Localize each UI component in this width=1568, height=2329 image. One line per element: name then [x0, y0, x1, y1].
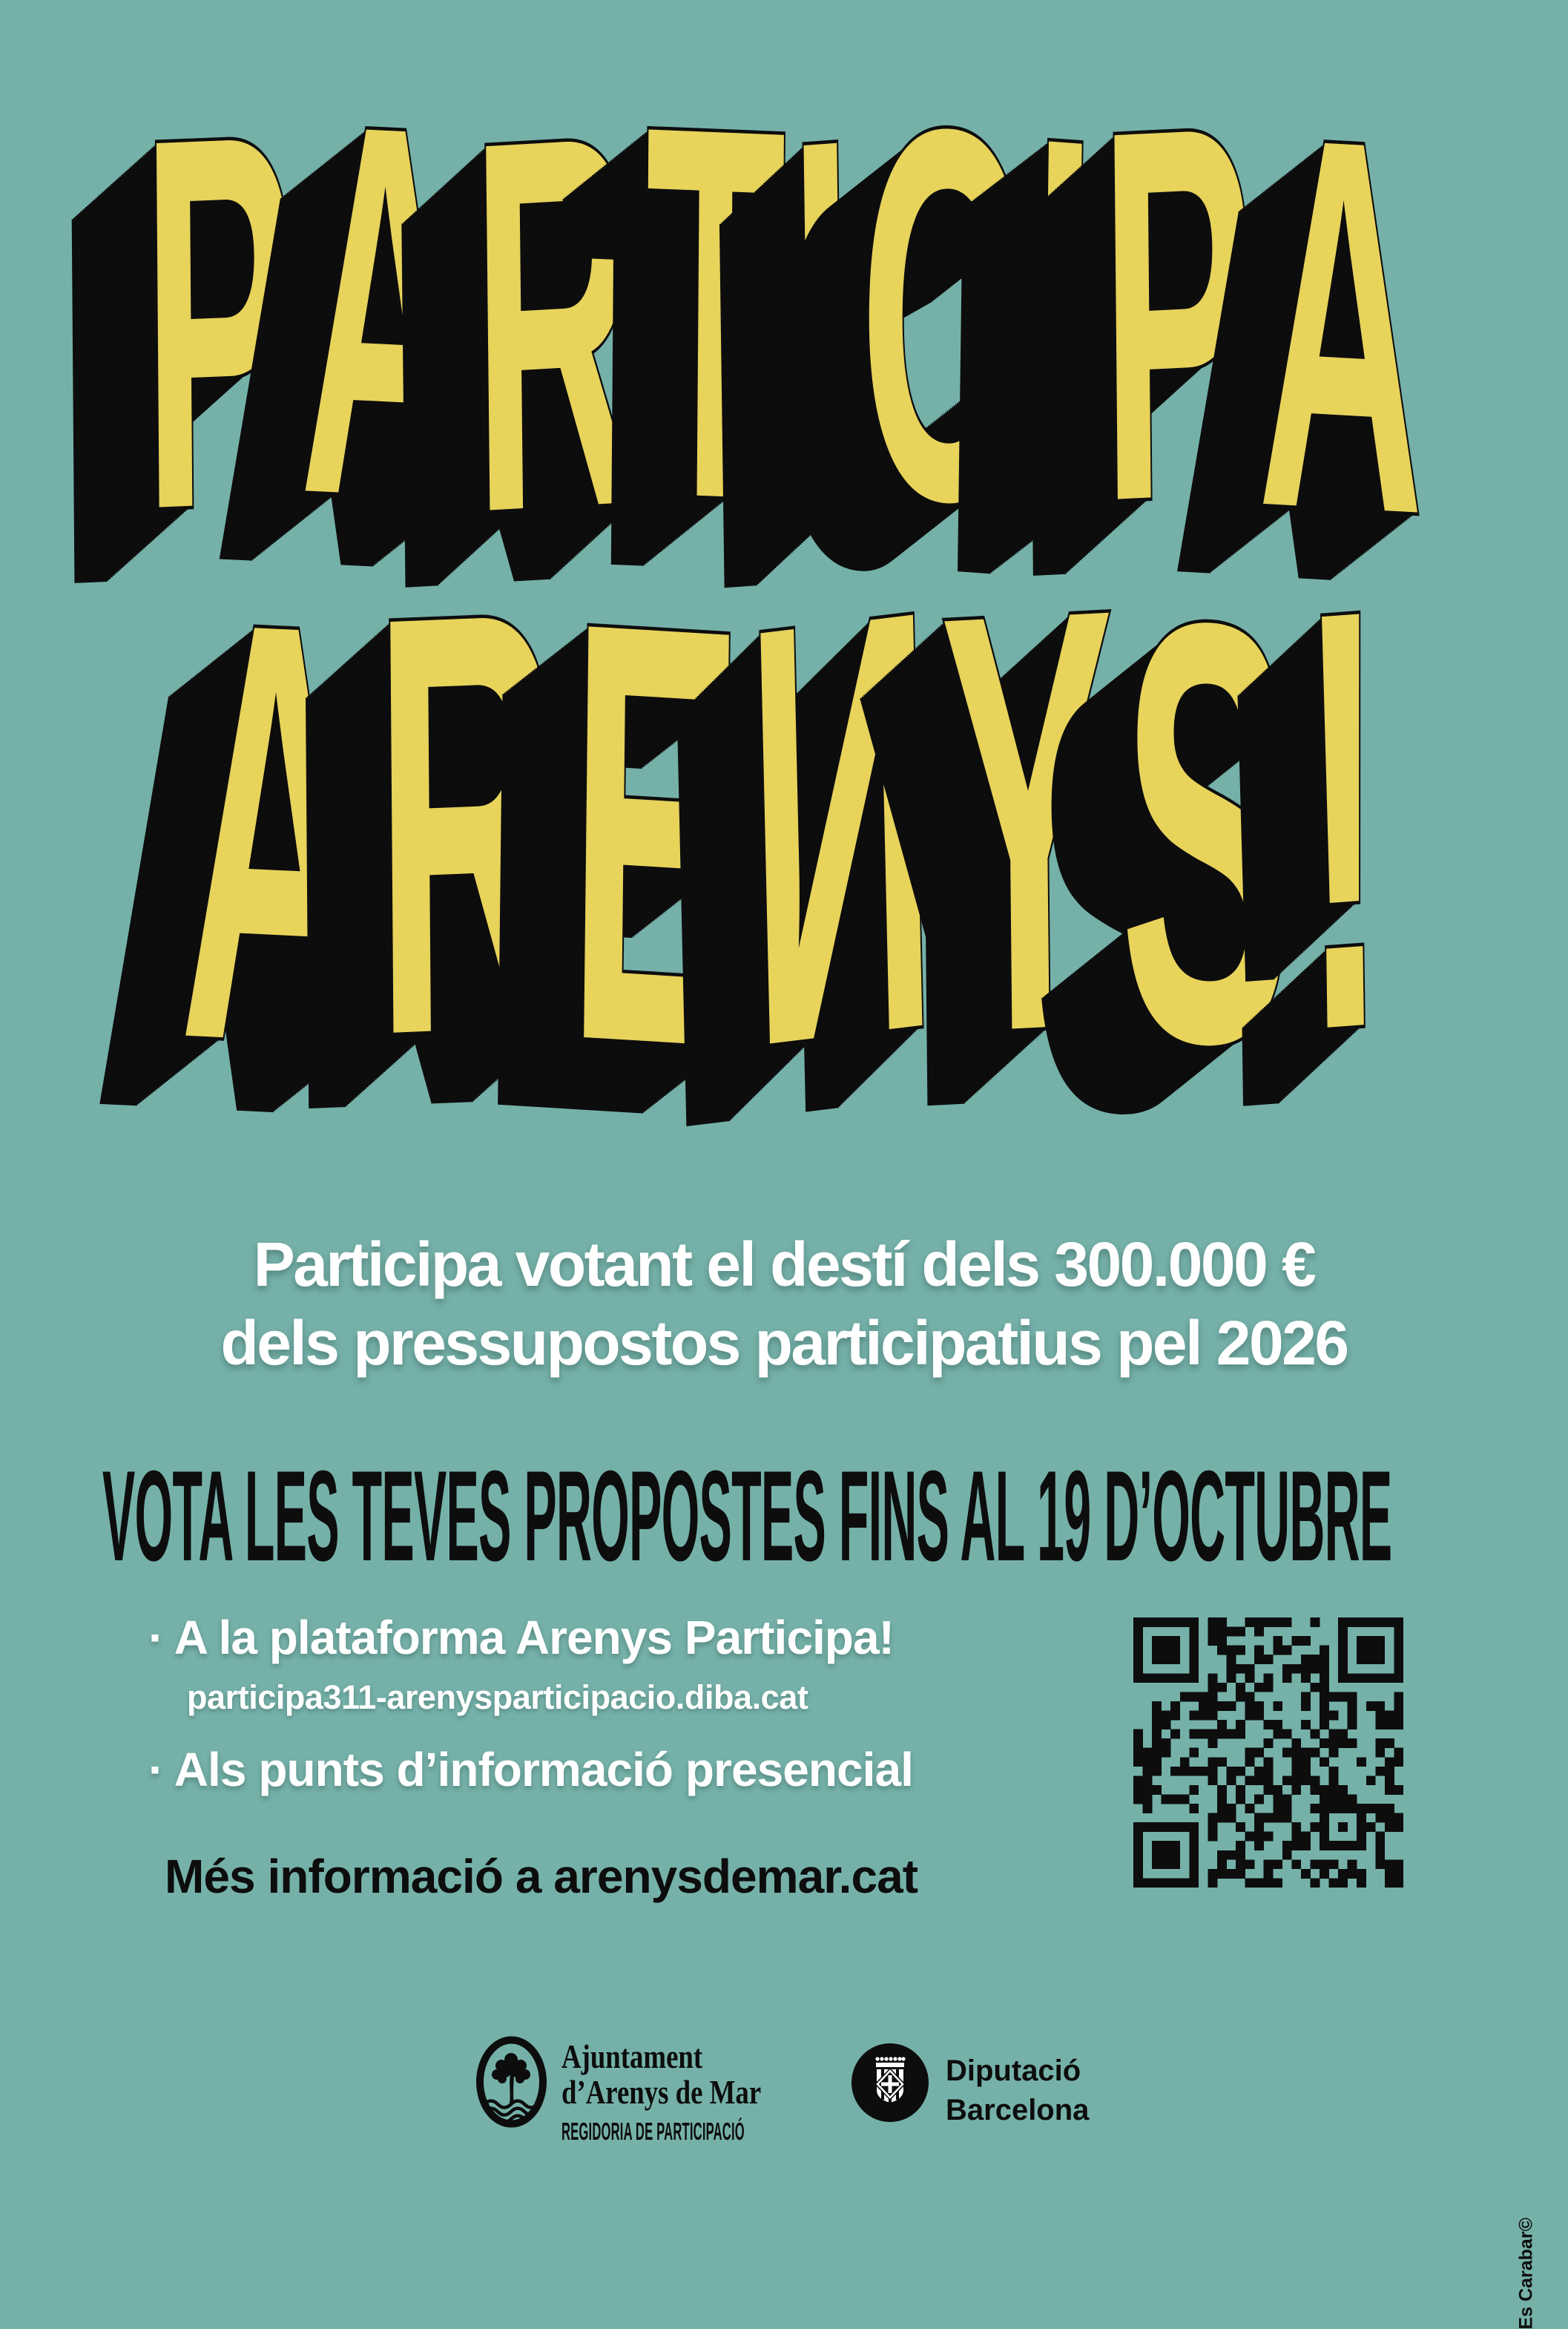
diputacio-logo-icon	[850, 2043, 930, 2123]
ajuntament-department: REGIDORIA DE PARTICIPACIÓ	[561, 2117, 745, 2145]
headline-letter: A	[1256, 24, 1429, 625]
bullet-platform: · A la plataforma Arenys Participa!	[148, 1611, 894, 1664]
headline-letter: P	[1098, 13, 1257, 613]
ajuntament-name-line1: Ajuntament	[561, 2037, 703, 2075]
ajuntament-seal-icon	[475, 2036, 547, 2128]
headline-letter: Y	[938, 484, 1119, 1160]
bullet-info-points: · Als punts d’informació presencial	[148, 1743, 913, 1796]
diputacio-name-line1: Diputació	[946, 2054, 1081, 2087]
ajuntament-logo-text	[561, 2039, 852, 2146]
headline-letter: A	[298, 10, 470, 611]
headline-letter: I	[1027, 24, 1099, 622]
intro-line-2: dels pressupostos participatius pel 2026	[220, 1307, 1348, 1378]
headline-letter: S	[1118, 496, 1297, 1172]
headline-letter: I	[786, 26, 859, 623]
headline-arenys	[0, 484, 1568, 1175]
qr-code	[1133, 1617, 1403, 1888]
ajuntament-name-line2: d’Arenys de Mar	[561, 2073, 762, 2112]
studio-credit: Es Carabar©	[1515, 2218, 1536, 2329]
diputacio-name-line2: Barcelona	[946, 2093, 1090, 2126]
headline-letter: !	[1295, 484, 1391, 1157]
deadline-wrap	[102, 1443, 1512, 1614]
headline-letter: N	[740, 484, 943, 1174]
headline-letter: C	[856, 13, 1030, 615]
deadline-headline: VOTA LES TEVES PROPOSTES FINS AL 19 D’OCTUBRE	[102, 1443, 1392, 1589]
diputacio-logo-text	[946, 2052, 1089, 2130]
headline-letter: R	[372, 486, 565, 1162]
headline-letter: E	[564, 497, 745, 1175]
headline-letter: T	[642, 13, 788, 612]
intro-paragraph	[0, 1226, 1568, 1383]
headline-letter: A	[178, 496, 372, 1172]
platform-url: participa311-arenysparticipacio.diba.cat	[187, 1678, 808, 1716]
headline-letter: R	[470, 22, 642, 624]
intro-line-1: Participa votant el destí dels 300.000 €	[253, 1229, 1315, 1299]
more-info-line: Més informació a arenysdemar.cat	[165, 1850, 918, 1903]
headline-letter: P	[139, 22, 298, 621]
